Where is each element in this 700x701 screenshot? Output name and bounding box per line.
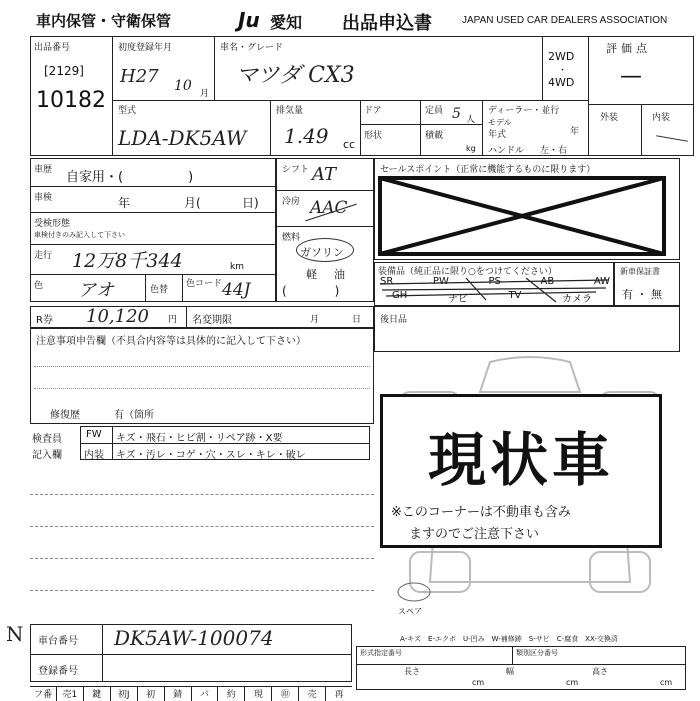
bottom-cell: 初J: [111, 687, 138, 701]
bottom-cell: 再: [334, 690, 344, 700]
bottom-cell: 鍵: [84, 687, 111, 701]
score-label: 評価点: [606, 42, 651, 55]
equip-gh: GH: [392, 290, 408, 301]
warranty-options: 有 ・ 無: [622, 288, 662, 301]
bottom-cell: フ番: [30, 687, 57, 701]
bottom-cell: バ: [192, 687, 219, 701]
storage-label: 車内保管・守衛保管: [36, 12, 172, 30]
color-value: アオ: [78, 280, 114, 301]
color-change-label: 色替: [150, 285, 169, 295]
width-cm: cm: [566, 678, 579, 687]
capacity-unit: 人: [466, 115, 476, 125]
equip-sr: SR: [380, 276, 394, 287]
history-label: 車歴: [34, 165, 53, 175]
drive-sep: ・: [558, 66, 568, 76]
inspection-year: 年: [118, 196, 131, 210]
chassis-value: DK5AW-100074: [114, 626, 274, 650]
deadline-day: 日: [352, 315, 362, 325]
bottom-cell: 初: [138, 687, 165, 701]
drive-2wd: 2WD: [548, 50, 575, 63]
equipment-scribble: [376, 274, 612, 304]
bottom-cell: 錆: [165, 687, 192, 701]
fuel-paren: ( ): [282, 284, 340, 298]
circle-mark: ○: [468, 267, 476, 277]
model-year-label-1: モデル: [488, 118, 512, 127]
dealer-label: ディーラー・並行: [488, 106, 560, 116]
inspector-label-1: 検査員: [32, 434, 62, 445]
repair-value: 有（箇所: [114, 410, 154, 421]
bottom-cell: 売: [299, 687, 326, 701]
capacity-label: 定員: [425, 106, 444, 116]
model-label: 型式: [118, 106, 137, 116]
notes-label: 注意事項申告欄（不具合内容等は具体的に記入して下さい）: [36, 336, 306, 347]
bottom-cell: 約: [218, 687, 245, 701]
sales-point-cross: [378, 176, 666, 256]
handle-options: 左・右: [540, 146, 568, 156]
height-label: 高さ: [592, 667, 608, 676]
bottom-stamp-row: [30, 686, 352, 701]
equip-navi: ナビ: [447, 294, 468, 305]
equip-ps: PS: [488, 276, 501, 287]
width-label: 幅: [506, 667, 514, 676]
name-value: マツダ CX3: [236, 63, 355, 88]
score-exterior: 外装: [600, 113, 619, 123]
equip-ab: AB: [540, 276, 555, 287]
damage-legend: A-キズ E-エクボ U-凹み W-補修跡 S-サビ C-腐食 XX-交換済: [400, 635, 618, 643]
deadline-label: 名変期限: [192, 315, 232, 326]
fuel-gasoline: ガソリン: [300, 246, 344, 259]
fuel-label: 燃料: [282, 233, 301, 243]
spare-label: スペア: [398, 607, 422, 616]
org-name: 愛知: [270, 13, 303, 32]
bottom-cell: 現: [245, 687, 272, 701]
name-label: 車名・グレード: [220, 43, 284, 53]
recycle-value: 10,120: [86, 306, 149, 327]
reg-label: 登録番号: [38, 666, 78, 677]
acceptance-note: 車検付きのみ記入して下さい: [34, 231, 125, 239]
fuel-gasoline-circle: [296, 238, 354, 262]
inspector-interior-items: キズ・汚レ・コゲ・穴・スレ・キレ・破レ: [116, 450, 306, 461]
sales-point-label: セールスポイント（正常に機能するものに限ります）: [380, 165, 596, 175]
model-value: LDA-DK5AW: [118, 126, 247, 150]
color-label: 色: [34, 281, 44, 291]
inspector-label-2: 記入欄: [32, 450, 62, 461]
equip-camera: カメラ: [561, 294, 592, 305]
form-no-label: 形式指定番号: [360, 649, 402, 657]
year-unit: 年: [570, 127, 580, 137]
equipment-label-end: をつけてください）: [475, 267, 557, 277]
bottom-cell: ㊞: [272, 687, 299, 701]
header-logo-box: [236, 8, 696, 34]
load-label: 積載: [425, 131, 444, 141]
shape-label: 形状: [364, 131, 383, 141]
displacement-unit: cc: [343, 138, 356, 151]
drive-4wd: 4WD: [548, 76, 575, 89]
load-unit: kg: [466, 144, 476, 153]
form-title: 出品申込書: [342, 13, 432, 34]
inspection-label: 車検: [34, 193, 53, 203]
association-name: JAPAN USED CAR DEALERS ASSOCIATION: [462, 15, 668, 26]
month-unit: 月: [200, 89, 210, 99]
score-value: —: [620, 64, 642, 89]
writing-area: [30, 466, 374, 616]
recycle-unit: 円: [168, 315, 178, 325]
history-value: 自家用・( ): [66, 170, 194, 185]
bottom-cell: 売1: [57, 687, 84, 701]
equip-aw: AW: [593, 276, 610, 287]
fuel-oil: 油: [334, 268, 345, 281]
shift-label: シフト: [282, 165, 310, 175]
ju-logo: Ju: [238, 8, 260, 32]
capacity-value: 5: [452, 106, 461, 122]
color-code-label: 色コード: [186, 279, 223, 289]
doors-label: ドア: [364, 106, 382, 116]
recycle-label: R券: [36, 315, 53, 326]
stamp-note-2: ますのでご注意下さい: [409, 527, 540, 542]
ac-value: AAC: [310, 198, 348, 218]
equip-pw: PW: [432, 276, 449, 287]
lot-label: 出品番号: [34, 43, 71, 53]
ac-label: 冷房: [282, 197, 301, 207]
current-condition-stamp: [380, 394, 662, 548]
displacement-value: 1.49: [284, 124, 329, 148]
lot-sub-number: [2129]: [44, 64, 84, 78]
mileage-value: 12万8千344: [72, 250, 183, 272]
first-reg-label: 初度登録年月: [118, 43, 173, 53]
stamp-title: 現状車: [427, 426, 614, 494]
equip-tv: TV: [508, 290, 522, 301]
model-year-label-2: 年式: [488, 130, 507, 140]
shift-value: AT: [312, 164, 337, 185]
acceptance-label: 受検形態: [34, 219, 71, 229]
inspector-interior: 内装: [84, 450, 104, 461]
first-reg-era: H27: [120, 66, 159, 87]
mileage-unit: km: [230, 262, 244, 272]
after-date-label: 後日品: [380, 315, 408, 325]
chassis-marker: N: [6, 622, 24, 646]
color-code-value: 44J: [222, 280, 251, 300]
stamp-note-1: ※このコーナーは不動車も含み: [391, 505, 571, 520]
chassis-label: 車台番号: [38, 636, 78, 647]
first-reg-month: 10: [174, 78, 192, 94]
inspector-fw-items: キズ・飛石・ヒビ割・リペア跡・X要: [116, 433, 283, 444]
length-label: 長さ: [404, 667, 420, 676]
score-interior: 内装: [652, 113, 671, 123]
repair-label: 修復歴: [50, 410, 80, 421]
length-cm: cm: [472, 678, 485, 687]
after-date-block: [374, 306, 680, 352]
inspector-fw: FW: [86, 429, 102, 440]
fuel-light-oil: 軽: [306, 268, 317, 281]
type-no-label: 類別区分番号: [516, 649, 558, 657]
warranty-label: 新車保証書: [620, 267, 660, 276]
lot-number: 10182: [36, 88, 106, 113]
height-cm: cm: [660, 678, 673, 687]
inspection-day: 日): [242, 196, 259, 210]
handle-label: ハンドル: [488, 146, 525, 156]
inspection-month: 月(: [184, 196, 201, 210]
displacement-label: 排気量: [276, 106, 304, 116]
mileage-label: 走行: [34, 251, 53, 261]
equipment-label-start: 装備品（純正品に限り: [378, 267, 469, 277]
deadline-month: 月: [310, 315, 320, 325]
